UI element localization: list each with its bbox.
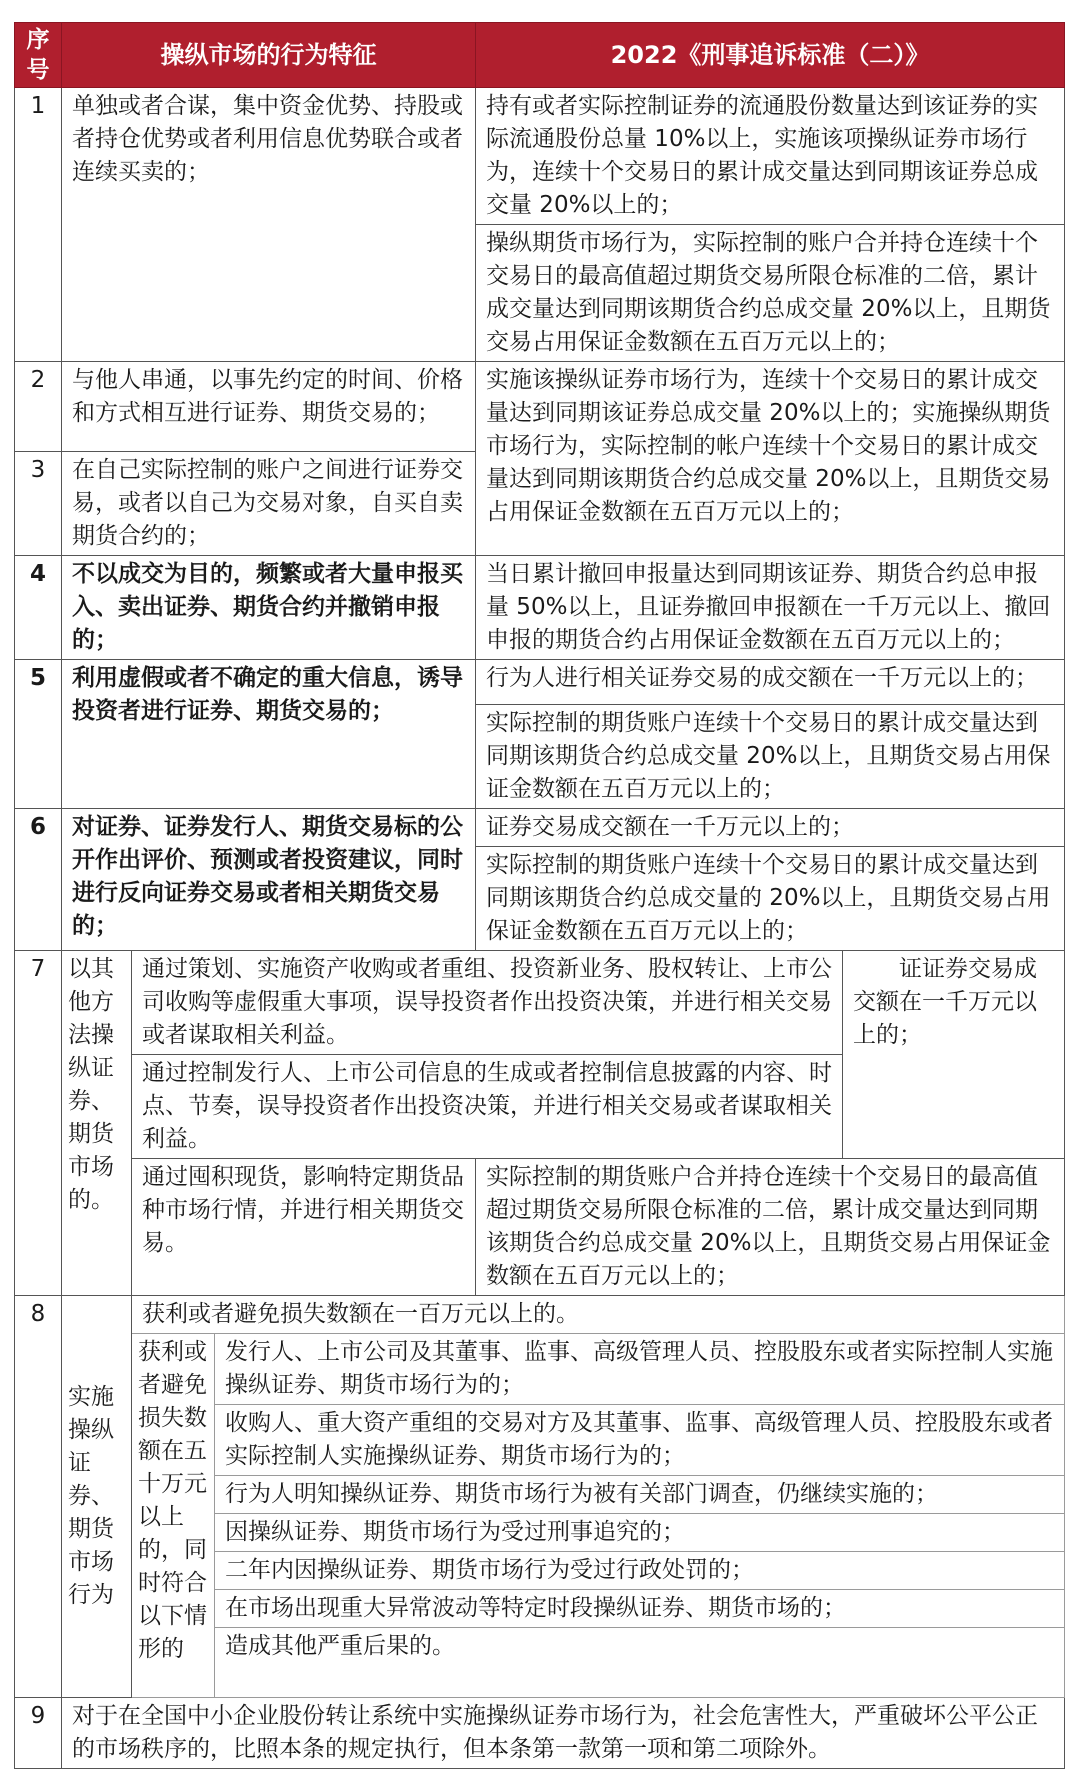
behavior-cell: 利用虚假或者不确定的重大信息，诱导投资者进行证券、期货交易的；	[62, 660, 476, 809]
table-row	[15, 951, 1065, 1055]
header-row	[15, 23, 1065, 88]
standard-cell: 行为人进行相关证券交易的成交额在一千万元以上的；	[476, 660, 1065, 705]
standard-cell: 持有或者实际控制证券的流通股份数量达到该证券的实际流通股份总量 10%以上，实施该项操纵证券市场行为，连续十个交易日的累计成交量达到同期该证券总成交量 20%以上的；	[476, 88, 1065, 225]
criteria-document	[14, 22, 1064, 1762]
method-cell: 通过囤积现货，影响特定期货品种市场行情，并进行相关期货交易。	[132, 1159, 476, 1296]
table-row	[15, 1334, 1065, 1405]
table-row	[15, 556, 1065, 660]
standard-cell: 当日累计撤回申报量达到同期该证券、期货合约总申报量 50%以上，且证券撤回申报额在一千万元以上、撤回申报的期货合约占用保证金数额在五百万元以上的；	[476, 556, 1065, 660]
table-row	[15, 1159, 1065, 1296]
table-row	[15, 1296, 1065, 1334]
standard-cell: 实际控制的期货账户连续十个交易日的累计成交量达到同期该期货合约总成交量 20%以上，且期货交易占用保证金数额在五百万元以上的；	[476, 705, 1065, 809]
condition-cell: 获利或者避免损失数额在五十万元以上的，同时符合以下情形的	[132, 1334, 215, 1698]
row-number: 3	[15, 452, 62, 556]
table-row	[15, 362, 1065, 452]
behavior-cell: 在自己实际控制的账户之间进行证券交易，或者以自己为交易对象，自买自卖期货合约的；	[62, 452, 476, 556]
row-number: 9	[15, 1698, 62, 1769]
behavior-cell: 不以成交为目的，频繁或者大量申报买入、卖出证券、期货合约并撤销申报的；	[62, 556, 476, 660]
row-number: 5	[15, 660, 62, 809]
list-item: 收购人、重大资产重组的交易对方及其董事、监事、高级管理人员、控股股东或者实际控制人实施操纵证券、期货市场行为的；	[215, 1405, 1065, 1476]
list-item: 因操纵证券、期货市场行为受过刑事追究的；	[215, 1514, 1065, 1552]
row-number: 6	[15, 809, 62, 951]
list-item: 行为人明知操纵证券、期货市场行为被有关部门调查，仍继续实施的；	[215, 1476, 1065, 1514]
standard-cell: 实际控制的期货账户合并持仓连续十个交易日的最高值超过期货交易所限仓标准的二倍，累计成交量达到同期该期货合约总成交量 20%以上，且期货交易占用保证金数额在五百万元以上的；	[476, 1159, 1065, 1296]
header-behavior: 操纵市场的行为特征	[62, 23, 476, 88]
table-row	[15, 88, 1065, 225]
criteria-table	[14, 22, 1065, 1769]
row-number: 2	[15, 362, 62, 452]
standard-cell: 获利或者避免损失数额在一百万元以上的。	[132, 1296, 1065, 1334]
list-item: 造成其他严重后果的。	[215, 1628, 1065, 1698]
row-number: 4	[15, 556, 62, 660]
behavior-cell: 对证券、证券发行人、期货交易标的公开作出评价、预测或者投资建议，同时进行反向证券交易或者相关期货交易的；	[62, 809, 476, 951]
standard-cell: 实际控制的期货账户连续十个交易日的累计成交量达到同期该期货合约总成交量的 20%以上，且期货交易占用保证金数额在五百万元以上的；	[476, 847, 1065, 951]
behavior-cell: 与他人串通，以事先约定的时间、价格和方式相互进行证券、期货交易的；	[62, 362, 476, 452]
behavior-cell: 实施操纵证券、期货市场行为	[62, 1296, 132, 1698]
method-cell: 通过控制发行人、上市公司信息的生成或者控制信息披露的内容、时点、节奏，误导投资者作出投资决策，并进行相关交易或者谋取相关利益。	[132, 1055, 843, 1159]
list-item: 发行人、上市公司及其董事、监事、高级管理人员、控股股东或者实际控制人实施操纵证券、期货市场行为的；	[215, 1334, 1065, 1405]
behavior-cell: 以其他方法操纵证券、期货市场的。	[62, 951, 132, 1296]
table-row	[15, 809, 1065, 847]
standard-cell: 操纵期货市场行为，实际控制的账户合并持仓连续十个交易日的最高值超过期货交易所限仓标准的二倍，累计成交量达到同期该期货合约总成交量 20%以上，且期货交易占用保证金数额在五百万元以上的；	[476, 225, 1065, 362]
method-cell: 通过策划、实施资产收购或者重组、投资新业务、股权转让、上市公司收购等虚假重大事项，误导投资者作出投资决策，并进行相关交易或者谋取相关利益。	[132, 951, 843, 1055]
list-item: 在市场出现重大异常波动等特定时段操纵证券、期货市场的；	[215, 1590, 1065, 1628]
note-cell: 对于在全国中小企业股份转让系统中实施操纵证券市场行为，社会危害性大，严重破坏公平公正的市场秩序的，比照本条的规定执行，但本条第一款第一项和第二项除外。	[62, 1698, 1065, 1769]
row-number: 8	[15, 1296, 62, 1698]
header-standard: 2022《刑事追诉标准（二）》	[476, 23, 1065, 88]
standard-cell: 实施该操纵证券市场行为，连续十个交易日的累计成交量达到同期该证券总成交量 20%以上的；实施操纵期货市场行为，实际控制的帐户连续十个交易日的累计成交量达到同期该期货合约总成交量 20%以上，且期货交易占用保证金数额在五百万元以上的；	[476, 362, 1065, 556]
table-row	[15, 1698, 1065, 1769]
row-number: 1	[15, 88, 62, 362]
header-seq: 序号	[15, 23, 62, 88]
row-number: 7	[15, 951, 62, 1296]
behavior-cell: 单独或者合谋，集中资金优势、持股或者持仓优势或者利用信息优势联合或者连续买卖的；	[62, 88, 476, 362]
list-item: 二年内因操纵证券、期货市场行为受过行政处罚的；	[215, 1552, 1065, 1590]
standard-cell: 证券交易成交额在一千万元以上的；	[476, 809, 1065, 847]
table-row	[15, 660, 1065, 705]
standard-cell: 证证券交易成交额在一千万元以上的；	[843, 951, 1065, 1159]
